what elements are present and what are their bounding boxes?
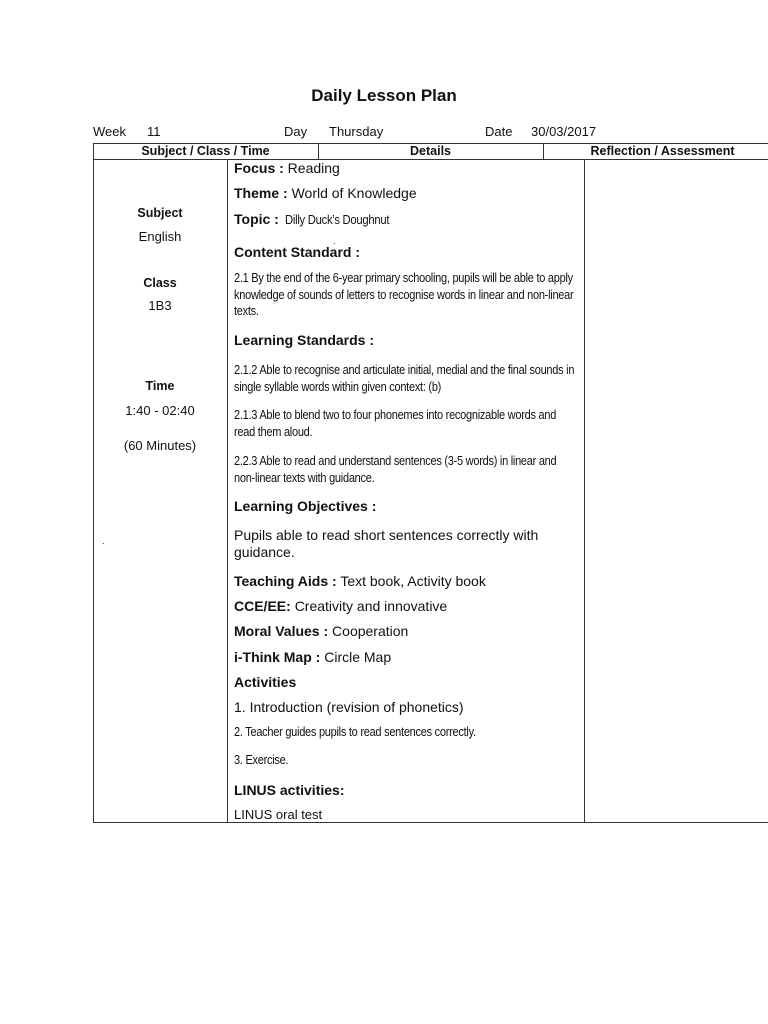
topic-value: Dilly Duck’s Doughnut (284, 213, 389, 227)
moral-values-value: Cooperation (332, 623, 409, 639)
ithink-map-line (234, 649, 579, 666)
activity-3: 3. Exercise. (234, 753, 289, 767)
learning-objectives-text: Pupils able to read short sentences correctly with guidance. (234, 527, 539, 560)
teaching-aids-line (234, 573, 579, 590)
class-label: Class (143, 276, 177, 290)
topic-label: Topic : (234, 211, 279, 227)
theme-value: World of Knowledge (291, 185, 417, 201)
date-value: 30/03/2017 (531, 124, 597, 139)
teaching-aids-label: Teaching Aids : (234, 573, 337, 589)
time-value: 1:40 - 02:40 (125, 403, 195, 418)
cce-value: Creativity and innovative (294, 598, 448, 614)
stray-dot: . (102, 536, 105, 546)
header-reflection: Reflection / Assessment (590, 144, 735, 158)
activity-1: 1. Introduction (revision of phonetics) (234, 699, 464, 715)
week-label: Week (93, 124, 126, 139)
ithink-map-value: Circle Map (324, 649, 392, 665)
theme-line (234, 185, 579, 202)
learning-objectives-label: Learning Objectives : (234, 498, 377, 514)
page-title: Daily Lesson Plan (311, 86, 457, 105)
linus-activities-value: LINUS oral test (234, 807, 323, 822)
week-value: 11 (147, 124, 161, 139)
date-label: Date (485, 124, 513, 139)
moral-values-line (234, 623, 579, 640)
duration-value: (60 Minutes) (123, 438, 197, 453)
topic-line (234, 211, 579, 229)
learning-standard-2: 2.1.3 Able to blend two to four phonemes into recognizable words and read them aloud. (234, 408, 557, 439)
column-divider (584, 160, 585, 823)
learning-standard-3: 2.2.3 Able to read and understand sentences (3-5 words) in linear and non-linear texts with guidance. (234, 454, 557, 485)
stray-dot: . (333, 236, 336, 246)
focus-line (234, 160, 579, 177)
cce-label: CCE/EE: (234, 598, 291, 614)
subject-value: English (138, 229, 182, 244)
cce-line (234, 598, 579, 615)
linus-activities-label: LINUS activities: (234, 782, 345, 798)
column-divider (227, 160, 228, 823)
activities-label: Activities (234, 674, 297, 690)
content-standard-text: 2.1 By the end of the 6-year primary schooling, pupils will be able to apply knowledge of sounds of letters to recognise words in linear and non-linear texts. (234, 271, 574, 318)
focus-label: Focus : (234, 160, 284, 176)
header-subject-class-time: Subject / Class / Time (141, 144, 270, 158)
focus-value: Reading (287, 160, 340, 176)
theme-label: Theme : (234, 185, 288, 201)
learning-standards-label: Learning Standards : (234, 332, 375, 348)
moral-values-label: Moral Values : (234, 623, 329, 639)
ithink-map-label: i-Think Map : (234, 649, 321, 665)
learning-standard-1: 2.1.2 Able to recognise and articulate initial, medial and the final sounds in single syllable words within given context: (b) (234, 363, 575, 394)
day-value: Thursday (329, 124, 384, 139)
time-label: Time (145, 379, 175, 393)
content-standard-label: Content Standard : (234, 244, 360, 260)
day-label: Day (284, 124, 308, 139)
activity-2: 2. Teacher guides pupils to read sentences correctly. (234, 725, 476, 739)
teaching-aids-value: Text book, Activity book (340, 573, 486, 589)
header-details: Details (410, 144, 451, 158)
class-value: 1B3 (148, 298, 172, 313)
subject-label: Subject (137, 206, 183, 220)
table-border-left (93, 160, 94, 823)
